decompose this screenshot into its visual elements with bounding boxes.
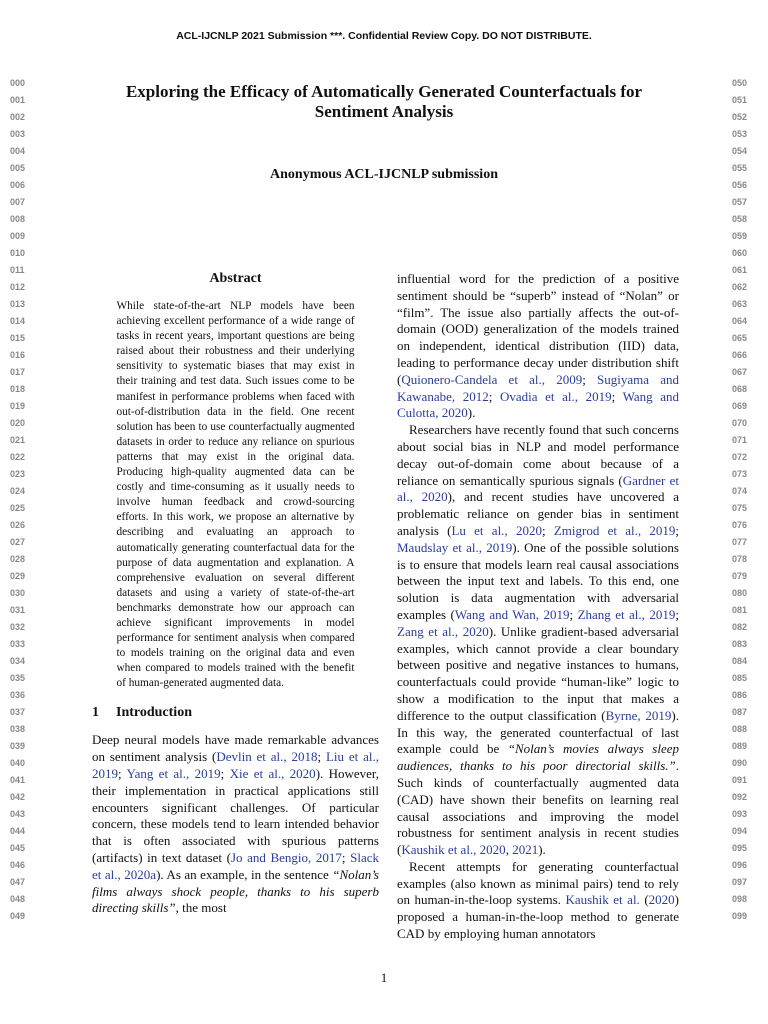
left-column <box>92 270 379 917</box>
paragraph-continues: , the most <box>175 900 227 916</box>
citation-link[interactable]: Maudslay et al., 2019 <box>397 539 513 555</box>
line-number-left: 030 <box>10 588 26 598</box>
line-number-left: 040 <box>10 758 26 768</box>
citation-link[interactable]: Zhang et al., 2019 <box>577 606 676 622</box>
line-number-left: 031 <box>10 605 26 615</box>
line-number-right: 090 <box>732 758 748 768</box>
line-number-right: 058 <box>732 214 748 224</box>
line-number-left: 034 <box>10 656 26 666</box>
line-number-left: 013 <box>10 299 26 309</box>
line-number-left: 039 <box>10 741 26 751</box>
line-number-right: 064 <box>732 316 748 326</box>
citation-link[interactable]: Quionero-Candela et al., 2009 <box>401 371 583 387</box>
line-number-left: 007 <box>10 197 26 207</box>
line-number-right: 081 <box>732 605 748 615</box>
line-number-left: 004 <box>10 146 26 156</box>
right-column <box>397 271 679 943</box>
line-number-left: 016 <box>10 350 26 360</box>
line-number-right: 066 <box>732 350 748 360</box>
line-number-right: 084 <box>732 656 748 666</box>
intro-paragraph-2: Researchers have recently found that such concerns about social bias in NLP and model performance decay out-of-domain come about because of a reliance on semantically spurious signals (Gardner et al., 2020), and recent studies have uncovered a problematic reliance on gender bias in sentiment analysis (Lu et al., 2020; Zmigrod et al., 2019; Maudslay et al., 2019). One of the possible solutions is to ensure that models learn real causal associations between the input text and labels. To this end, one solution is data augmentation with adversarial examples (Wang and Wan, 2019; Zhang et al., 2019; Zang et al., 2020). Unlike gradient-based adversarial examples, which cannot provide a clear boundary between positive and negative instances to humans, counterfactuals could provide “human-like” logic to show a modification to the input that makes a difference to the output classification (Byrne, 2019). In this way, the generated counterfactual of last example could be “Nolan’s movies always sleep audiences, thanks to his poor directorial skills.”. Such kinds of counterfactually augmented data (CAD) have shown their benefits on learning real causal associations and improving the model robustness for sentiment analysis in recent studies (Kaushik et al., 2020, 2021). <box>397 422 679 858</box>
abstract-heading: Abstract <box>209 271 262 286</box>
line-number-left: 027 <box>10 537 26 547</box>
line-number-right: 070 <box>732 418 748 428</box>
section-title: Introduction <box>116 705 192 721</box>
citation-link[interactable]: Devlin et al., 2018 <box>216 749 318 765</box>
citation-link[interactable]: Ovadia et al., 2019 <box>499 388 612 404</box>
line-number-left: 048 <box>10 894 26 904</box>
line-number-right: 077 <box>732 537 748 547</box>
line-number-left: 044 <box>10 826 26 836</box>
line-number-right: 076 <box>732 520 748 530</box>
line-number-right: 061 <box>732 265 748 275</box>
citation-link[interactable]: Lu et al., 2020 <box>451 522 542 538</box>
citation-link[interactable]: Jo and Bengio, 2017 <box>230 850 342 866</box>
line-number-right: 086 <box>732 690 748 700</box>
line-number-left: 005 <box>10 163 26 173</box>
line-number-right: 051 <box>732 95 748 105</box>
line-number-right: 080 <box>732 588 748 598</box>
citation-link[interactable]: 2020 <box>648 892 675 908</box>
line-number-right: 078 <box>732 554 748 564</box>
citation-link[interactable]: Kaushik et al. <box>565 892 640 908</box>
citation-link[interactable]: Zmigrod et al., 2019 <box>553 522 676 538</box>
line-number-left: 038 <box>10 724 26 734</box>
line-number-right: 096 <box>732 860 748 870</box>
line-number-left: 017 <box>10 367 26 377</box>
line-number-left: 015 <box>10 333 26 343</box>
line-number-right: 057 <box>732 197 748 207</box>
line-number-right: 099 <box>732 911 748 921</box>
line-number-right: 083 <box>732 639 748 649</box>
line-number-right: 050 <box>732 78 748 88</box>
line-number-left: 033 <box>10 639 26 649</box>
line-number-left: 041 <box>10 775 26 785</box>
line-number-left: 022 <box>10 452 26 462</box>
intro-paragraph-3: Recent attempts for generating counterfactual examples (also known as minimal pairs) tend to rely on human-in-the-loop systems. Kaushik et al. (2020) proposed a human-in-the-loop method to generate CAD by employing human annotators <box>397 858 679 942</box>
citation-link[interactable]: Wang and Wan, 2019 <box>454 606 570 622</box>
line-number-right: 059 <box>732 231 748 241</box>
line-number-right: 082 <box>732 622 748 632</box>
line-number-left: 008 <box>10 214 26 224</box>
line-number-right: 074 <box>732 486 748 496</box>
line-number-right: 060 <box>732 248 748 258</box>
line-number-left: 019 <box>10 401 26 411</box>
line-number-right: 068 <box>732 384 748 394</box>
intro-paragraph-1a: Deep neural models have made remarkable advances on sentiment analysis (Devlin et al., 2018; Liu et al., 2019; Yang et al., 2019; Xie et al., 2020). However, their implementation in practical applications still encounters significant challenges. Of particular concern, these models tend to learn intended behavior that is often associated with spurious patterns (artifacts) in text dataset (Jo and Bengio, 2017; Slack et al., 2020a). As an example, in the sentence “Nolan’s films always shock people, thanks to his superb directing skills”, the most <box>92 732 379 916</box>
citation-link[interactable]: Sugiyama and Kawanabe, 2012 <box>397 371 679 404</box>
line-number-left: 035 <box>10 673 26 683</box>
citation-link[interactable]: Slack et al., 2020a <box>92 850 379 882</box>
example-sentence: “Nolan’s films always shock people, thanks to his superb directing skills” <box>92 866 379 916</box>
line-number-left: 020 <box>10 418 26 428</box>
paper-authors: Anonymous ACL-IJCNLP submission <box>270 167 498 182</box>
line-number-left: 003 <box>10 129 26 139</box>
line-number-left: 045 <box>10 843 26 853</box>
line-number-left: 009 <box>10 231 26 241</box>
intro-paragraph-1b: influential word for the prediction of a positive sentiment should be “superb” instead of “Nolan” or “film”. The issue also partially affects the out-of-domain (OOD) generalization of the models trained on independent, identical distribution (IID) data, leading to performance decay under distribution shift (Quionero-Candela et al., 2009; Sugiyama and Kawanabe, 2012; Ovadia et al., 2019; Wang and Culotta, 2020). <box>397 271 679 421</box>
section-number: 1 <box>92 705 99 721</box>
line-number-left: 021 <box>10 435 26 445</box>
line-number-right: 079 <box>732 571 748 581</box>
line-number-left: 024 <box>10 486 26 496</box>
line-numbers-right <box>732 75 762 925</box>
line-number-left: 023 <box>10 469 26 479</box>
line-number-left: 026 <box>10 520 26 530</box>
line-number-right: 063 <box>732 299 748 309</box>
line-number-right: 088 <box>732 724 748 734</box>
line-number-right: 087 <box>732 707 748 717</box>
line-number-right: 085 <box>732 673 748 683</box>
citation-link[interactable]: Kaushik et al., 2020 <box>401 842 506 858</box>
line-number-left: 037 <box>10 707 26 717</box>
line-number-left: 018 <box>10 384 26 394</box>
citation-link[interactable]: Xie et al., 2020 <box>229 766 316 782</box>
line-number-right: 055 <box>732 163 748 173</box>
line-number-right: 072 <box>732 452 748 462</box>
line-number-right: 071 <box>732 435 748 445</box>
line-number-left: 014 <box>10 316 26 326</box>
line-number-left: 029 <box>10 571 26 581</box>
citation-link[interactable]: 2021 <box>512 842 539 858</box>
page-number: 1 <box>380 970 388 985</box>
line-number-right: 056 <box>732 180 748 190</box>
line-number-left: 002 <box>10 112 26 122</box>
counterfactual-example: “Nolan’s movies always sleep audiences, thanks to his poor directorial skills.” <box>397 741 679 774</box>
line-number-right: 089 <box>732 741 748 751</box>
line-number-left: 011 <box>10 265 25 275</box>
line-number-right: 062 <box>732 282 748 292</box>
citation-link[interactable]: Yang et al., 2019 <box>126 766 221 782</box>
line-number-left: 006 <box>10 180 26 190</box>
line-number-right: 053 <box>732 129 748 139</box>
line-number-left: 042 <box>10 792 26 802</box>
line-number-left: 010 <box>10 248 26 258</box>
paper-title: Exploring the Efficacy of Automatically Generated Counterfactuals for Sentiment Analysis <box>125 82 643 121</box>
line-number-left: 025 <box>10 503 26 513</box>
line-number-right: 094 <box>732 826 748 836</box>
line-number-right: 093 <box>732 809 748 819</box>
citation-link[interactable]: Byrne, 2019 <box>605 707 672 723</box>
line-number-right: 095 <box>732 843 748 853</box>
line-number-left: 047 <box>10 877 26 887</box>
abstract-text: While state-of-the-art NLP models have been achieving excellent performance of a wide range of tasks in recent years, important questions are being raised about their robustness and their underlying sensitivity to systematic biases that may exist in their training and test data. Such issues come to be manifest in performance problems when faced with out-of-distribution data in the field. One recent solution has been to use counterfactually augmented datasets in order to reduce any reliance on spurious patterns that may exist in the original data. Producing high-quality augmented data can be costly and time-consuming as it usually needs to involve human feedback and crowd-sourcing efforts. In this work, we propose an alternative by describing and evaluating an approach to automatically generating counterfactual data for the purpose of data augmentation and explanation. A comprehensive evaluation on several different datasets and using a variety of state-of-the-art benchmarks demonstrate how our approach can achieve significant improvements in model performance for sentiment analysis when compared to models training on the original data and even when compared to models trained with the benefit of human-generated augmented data. <box>116 300 355 690</box>
line-number-right: 069 <box>732 401 748 411</box>
line-number-right: 067 <box>732 367 748 377</box>
citation-link[interactable]: Wang and Culotta, 2020 <box>397 388 679 421</box>
section-heading <box>92 704 379 721</box>
line-number-left: 043 <box>10 809 26 819</box>
line-number-left: 000 <box>10 78 26 88</box>
citation-link[interactable]: Gardner et al., 2020 <box>397 472 679 505</box>
line-number-left: 032 <box>10 622 26 632</box>
line-number-left: 012 <box>10 282 26 292</box>
line-number-right: 098 <box>732 894 748 904</box>
confidential-header: ACL-IJCNLP 2021 Submission ***. Confidential Review Copy. DO NOT DISTRIBUTE. <box>176 30 592 42</box>
line-number-left: 036 <box>10 690 26 700</box>
line-number-right: 092 <box>732 792 748 802</box>
line-number-left: 046 <box>10 860 26 870</box>
citation-link[interactable]: Liu et al., 2019 <box>92 749 379 782</box>
line-number-left: 028 <box>10 554 26 564</box>
line-number-right: 097 <box>732 877 748 887</box>
line-number-right: 073 <box>732 469 748 479</box>
line-number-right: 052 <box>732 112 748 122</box>
line-number-right: 054 <box>732 146 748 156</box>
line-number-left: 049 <box>10 911 26 921</box>
citation-link[interactable]: Zang et al., 2020 <box>397 623 489 639</box>
line-number-left: 001 <box>10 95 26 105</box>
line-numbers-left <box>10 75 40 925</box>
line-number-right: 075 <box>732 503 748 513</box>
line-number-right: 091 <box>732 775 748 785</box>
line-number-right: 065 <box>732 333 748 343</box>
